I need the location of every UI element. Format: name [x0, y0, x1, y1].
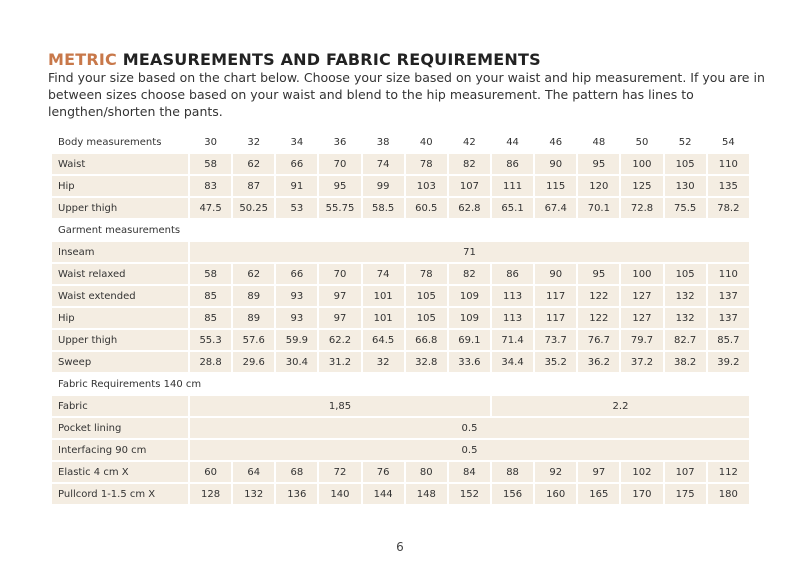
table-cell: 60.5 — [406, 198, 447, 218]
table-cell: 89 — [233, 286, 274, 306]
table-cell: 175 — [665, 484, 706, 504]
row-label: Interfacing 90 cm — [52, 440, 188, 460]
measurements-table — [50, 130, 751, 506]
table-cell: 180 — [708, 484, 749, 504]
size-header: 46 — [549, 136, 563, 148]
table-cell: 99 — [363, 176, 404, 196]
table-cell: 111 — [492, 176, 533, 196]
table-cell: 82 — [449, 154, 490, 174]
table-cell: 100 — [621, 264, 662, 284]
size-header: 30 — [204, 136, 217, 148]
table-cell: 160 — [535, 484, 576, 504]
fabric-row — [52, 396, 749, 416]
table-cell: 127 — [621, 308, 662, 328]
section-label-body: Body measurements — [58, 136, 162, 148]
table-cell: 28.8 — [190, 352, 231, 372]
table-cell: 62 — [233, 154, 274, 174]
table-cell: 66 — [276, 264, 317, 284]
table-cell: 60 — [190, 462, 231, 482]
table-cell: 47.5 — [190, 198, 231, 218]
table-cell: 130 — [665, 176, 706, 196]
table-cell: 137 — [708, 286, 749, 306]
table-cell: 117 — [535, 286, 576, 306]
table-cell: 107 — [449, 176, 490, 196]
table-cell: 72.8 — [621, 198, 662, 218]
table-cell: 64.5 — [363, 330, 404, 350]
table-cell: 122 — [578, 308, 619, 328]
table-cell: 93 — [276, 286, 317, 306]
size-header: 50 — [635, 136, 649, 148]
table-cell: 65.1 — [492, 198, 533, 218]
table-cell: 50.25 — [233, 198, 274, 218]
table-cell: 144 — [363, 484, 404, 504]
table-cell: 73.7 — [535, 330, 576, 350]
table-cell: 29.6 — [233, 352, 274, 372]
row-label: Upper thigh — [52, 330, 188, 350]
section-label-fabric — [52, 374, 749, 394]
table-cell: 39.2 — [708, 352, 749, 372]
table-cell: 82.7 — [665, 330, 706, 350]
table-cell: 72 — [319, 462, 360, 482]
row-label: Waist relaxed — [52, 264, 188, 284]
table-cell: 110 — [708, 154, 749, 174]
table-cell: 109 — [449, 286, 490, 306]
table-cell: 57.6 — [233, 330, 274, 350]
table-row — [52, 154, 749, 174]
row-label: Sweep — [52, 352, 188, 372]
size-header: 48 — [592, 136, 606, 148]
table-cell: 86 — [492, 264, 533, 284]
table-cell: 74 — [363, 154, 404, 174]
table-cell: 70.1 — [578, 198, 619, 218]
table-cell: 58 — [190, 264, 231, 284]
table-cell: 88 — [492, 462, 533, 482]
table-cell: 79.7 — [621, 330, 662, 350]
table-cell: 148 — [406, 484, 447, 504]
table-cell: 74 — [363, 264, 404, 284]
table-cell: 62 — [233, 264, 274, 284]
table-cell: 165 — [578, 484, 619, 504]
table-cell: 76.7 — [578, 330, 619, 350]
interfacing-row — [52, 440, 749, 460]
row-label: Elastic 4 cm X — [52, 462, 188, 482]
table-cell: 58.5 — [363, 198, 404, 218]
table-cell: 62.2 — [319, 330, 360, 350]
table-cell: 132 — [665, 286, 706, 306]
table-cell: 91 — [276, 176, 317, 196]
table-cell: 127 — [621, 286, 662, 306]
table-cell: 86 — [492, 154, 533, 174]
size-header: 38 — [376, 136, 390, 148]
row-label: Hip — [52, 308, 188, 328]
table-row — [52, 286, 749, 306]
size-header: 34 — [290, 136, 304, 148]
table-cell: 66.8 — [406, 330, 447, 350]
table-cell: 33.6 — [449, 352, 490, 372]
table-cell: 55.75 — [319, 198, 360, 218]
table-cell: 113 — [492, 308, 533, 328]
table-cell: 80 — [406, 462, 447, 482]
table-cell: 105 — [665, 154, 706, 174]
table-row — [52, 330, 749, 350]
table-cell: 140 — [319, 484, 360, 504]
row-label: Hip — [52, 176, 188, 196]
table-cell: 97 — [319, 286, 360, 306]
fabric-value-a: 1,85 — [190, 396, 490, 416]
table-cell: 89 — [233, 308, 274, 328]
page-number: 6 — [396, 540, 404, 554]
table-cell: 92 — [535, 462, 576, 482]
table-cell: 85 — [190, 308, 231, 328]
table-cell: 68 — [276, 462, 317, 482]
title-rest: MEASUREMENTS AND FABRIC REQUIREMENTS — [116, 50, 541, 69]
table-cell: 117 — [535, 308, 576, 328]
table-row — [52, 484, 749, 504]
table-cell: 78 — [406, 264, 447, 284]
table-cell: 105 — [665, 264, 706, 284]
table-cell: 37.2 — [621, 352, 662, 372]
table-cell: 75.5 — [665, 198, 706, 218]
fabric-value-b: 2.2 — [492, 396, 749, 416]
row-label: Pullcord 1-1.5 cm X — [52, 484, 188, 504]
size-header: 52 — [678, 136, 692, 148]
pocket-lining-value: 0.5 — [190, 418, 749, 438]
interfacing-value: 0.5 — [190, 440, 749, 460]
table-cell: 103 — [406, 176, 447, 196]
table-cell: 115 — [535, 176, 576, 196]
table-cell: 84 — [449, 462, 490, 482]
table-cell: 66 — [276, 154, 317, 174]
section-row-fabric — [52, 374, 749, 394]
pocket-lining-row — [52, 418, 749, 438]
table-cell: 90 — [535, 264, 576, 284]
row-label: Waist extended — [52, 286, 188, 306]
table-cell: 31.2 — [319, 352, 360, 372]
inseam-row — [52, 242, 749, 262]
table-cell: 128 — [190, 484, 231, 504]
table-cell: 110 — [708, 264, 749, 284]
table-cell: 97 — [578, 462, 619, 482]
table-cell: 120 — [578, 176, 619, 196]
table-cell: 93 — [276, 308, 317, 328]
fabric-requirements-label: Fabric Requirements — [58, 378, 161, 390]
table-cell: 109 — [449, 308, 490, 328]
size-header: 40 — [419, 136, 433, 148]
table-cell: 87 — [233, 176, 274, 196]
table-cell: 101 — [363, 286, 404, 306]
table-cell: 170 — [621, 484, 662, 504]
size-header: 54 — [721, 136, 735, 148]
table-cell: 70 — [319, 154, 360, 174]
table-row — [52, 176, 749, 196]
table-cell: 78.2 — [708, 198, 749, 218]
row-label: Inseam — [52, 242, 188, 262]
table-cell: 136 — [276, 484, 317, 504]
table-row — [52, 308, 749, 328]
table-cell: 53 — [276, 198, 317, 218]
table-cell: 67.4 — [535, 198, 576, 218]
table-cell: 78 — [406, 154, 447, 174]
table-cell: 156 — [492, 484, 533, 504]
table-cell: 97 — [319, 308, 360, 328]
size-header: 42 — [463, 136, 476, 148]
section-label-garment: Garment measurements — [58, 224, 181, 236]
row-label: Pocket lining — [52, 418, 188, 438]
table-cell: 105 — [406, 308, 447, 328]
table-cell: 132 — [665, 308, 706, 328]
section-row-garment — [52, 220, 749, 240]
row-label: Upper thigh — [52, 198, 188, 218]
size-header-row — [52, 132, 749, 152]
table-cell: 107 — [665, 462, 706, 482]
table-cell: 152 — [449, 484, 490, 504]
table-cell: 90 — [535, 154, 576, 174]
table-cell: 100 — [621, 154, 662, 174]
table-cell: 122 — [578, 286, 619, 306]
table-cell: 32 — [363, 352, 404, 372]
table-cell: 102 — [621, 462, 662, 482]
table-cell: 58 — [190, 154, 231, 174]
table-cell: 36.2 — [578, 352, 619, 372]
table-cell: 95 — [319, 176, 360, 196]
row-label: Waist — [52, 154, 188, 174]
table-cell: 112 — [708, 462, 749, 482]
table-row — [52, 198, 749, 218]
table-cell: 132 — [233, 484, 274, 504]
table-cell: 32.8 — [406, 352, 447, 372]
size-header: 44 — [506, 136, 519, 148]
table-cell: 95 — [578, 154, 619, 174]
table-cell: 85.7 — [708, 330, 749, 350]
table-cell: 95 — [578, 264, 619, 284]
intro-text: Find your size based on the chart below. Choose your size based on your waist and hip measurement. If you are in between sizes choose based on your waist and blend to the hip measurement. The pattern has lines to lengthen/shorten the pants. — [48, 70, 765, 119]
table-cell: 62.8 — [449, 198, 490, 218]
size-header: 32 — [247, 136, 261, 148]
inseam-value: 71 — [190, 242, 749, 262]
table-cell: 35.2 — [535, 352, 576, 372]
table-cell: 101 — [363, 308, 404, 328]
table-cell: 70 — [319, 264, 360, 284]
table-row — [52, 462, 749, 482]
title-accent: METRIC — [48, 50, 117, 69]
table-cell: 135 — [708, 176, 749, 196]
table-cell: 64 — [233, 462, 274, 482]
table-cell: 85 — [190, 286, 231, 306]
table-cell: 34.4 — [492, 352, 533, 372]
table-cell: 82 — [449, 264, 490, 284]
table-cell: 105 — [406, 286, 447, 306]
row-label: Fabric — [52, 396, 188, 416]
page-title — [48, 50, 541, 69]
size-header: 36 — [333, 136, 347, 148]
table-cell: 71.4 — [492, 330, 533, 350]
table-cell: 55.3 — [190, 330, 231, 350]
table-cell: 59.9 — [276, 330, 317, 350]
fabric-width-note: 140 cm — [163, 378, 202, 390]
table-cell: 83 — [190, 176, 231, 196]
table-cell: 76 — [363, 462, 404, 482]
table-cell: 38.2 — [665, 352, 706, 372]
table-cell: 137 — [708, 308, 749, 328]
table-cell: 113 — [492, 286, 533, 306]
table-cell: 125 — [621, 176, 662, 196]
table-cell: 30.4 — [276, 352, 317, 372]
table-cell: 69.1 — [449, 330, 490, 350]
table-row — [52, 264, 749, 284]
table-row — [52, 352, 749, 372]
